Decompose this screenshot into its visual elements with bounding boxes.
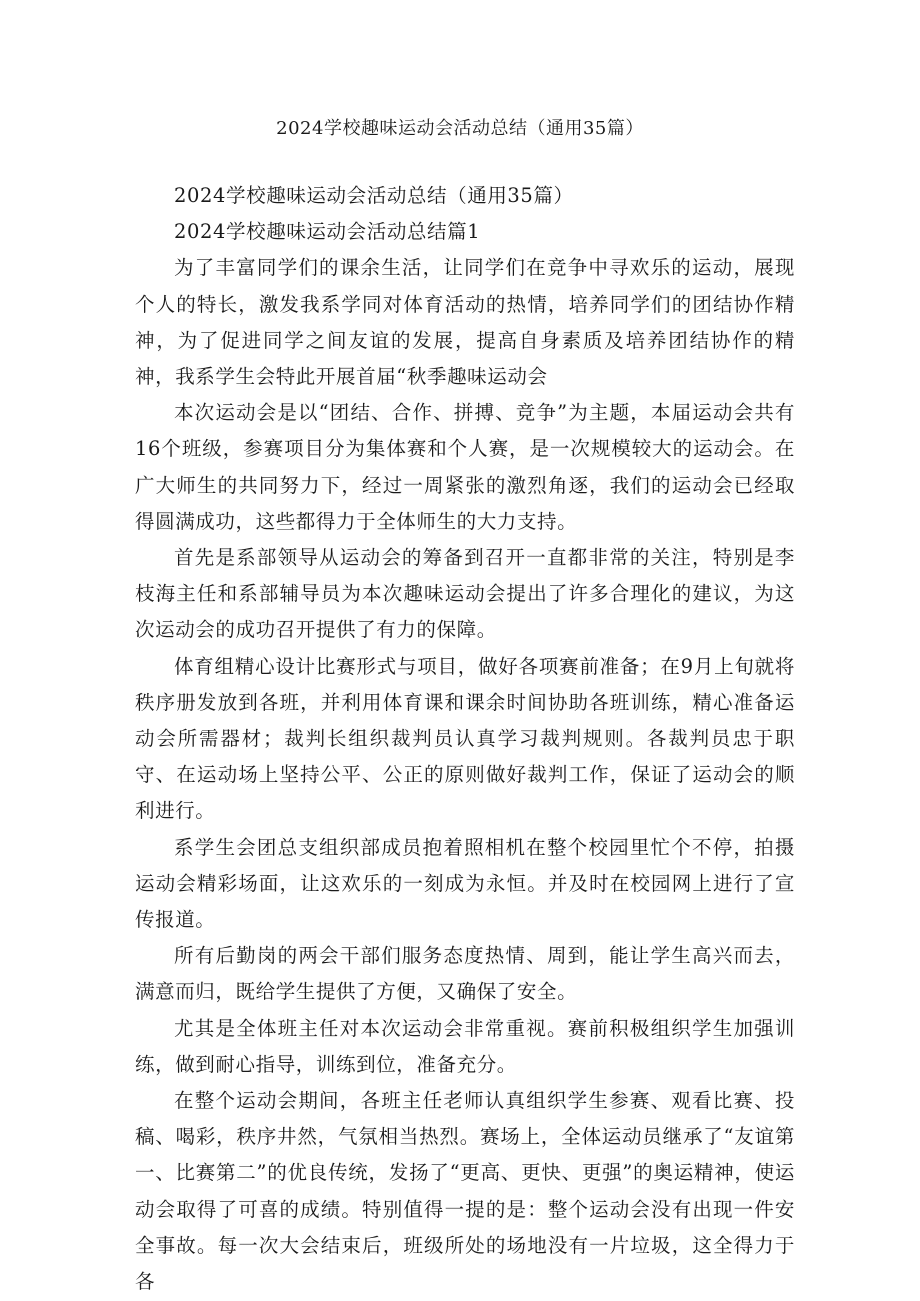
paragraph: 系学生会团总支组织部成员抱着照相机在整个校园里忙个不停，拍摄运动会精彩场面，让这欢乐的一刻成为永恒。并及时在校园网上进行了宣传报道。: [135, 835, 795, 932]
document-body: [135, 178, 795, 1300]
document-title: 2024学校趣味运动会活动总结（通用35篇）: [276, 118, 644, 139]
paragraph: 所有后勤岗的两会干部们服务态度热情、周到，能让学生高兴而去，满意而归，既给学生提供了方便，又确保了安全。: [135, 944, 795, 1004]
section-heading: 2024学校趣味运动会活动总结篇1: [174, 220, 481, 244]
paragraph: 在整个运动会期间，各班主任老师认真组织学生参赛、观看比赛、投稿、喝彩，秩序井然，气氛相当热烈。赛场上，全体运动员继承了“友谊第一、比赛第二”的优良传统，发扬了“更高、更快、更强”的奥运精神，使运动会取得了可喜的成绩。特别值得一提的是：整个运动会没有出现一件安全事故。每一次大会结束后，班级所处的场地没有一片垃圾，这全得力于各: [135, 1089, 795, 1294]
paragraph: 尤其是全体班主任对本次运动会非常重视。赛前积极组织学生加强训练，做到耐心指导，训练到位，准备充分。: [135, 1016, 795, 1076]
document-subtitle: 2024学校趣味运动会活动总结（通用35篇）: [174, 184, 574, 207]
paragraph: 首先是系部领导从运动会的筹备到召开一直都非常的关注，特别是李枝海主任和系部辅导员为本次趣味运动会提出了许多合理化的建议，为这次运动会的成功召开提供了有力的保障。: [135, 546, 795, 642]
paragraph: 体育组精心设计比赛形式与项目，做好各项赛前准备；在9月上旬就将秩序册发放到各班，并利用体育课和课余时间协助各班训练，精心准备运动会所需器材；裁判长组织裁判员认真学习裁判规则。各裁判员忠于职守、在运动场上坚持公平、公正的原则做好裁判工作，保证了运动会的顺利进行。: [135, 654, 795, 823]
paragraph: 本次运动会是以“团结、合作、拼搏、竞争”为主题，本届运动会共有16个班级，参赛项目分为集体赛和个人赛，是一次规模较大的运动会。在广大师生的共同努力下，经过一周紧张的激烈角逐，我们的运动会已经取得圆满成功，这些都得力于全体师生的大力支持。: [135, 401, 795, 533]
paragraph: 为了丰富同学们的课余生活，让同学们在竞争中寻欢乐的运动，展现个人的特长，激发我系学同对体育活动的热情，培养同学们的团结协作精神，为了促进同学之间友谊的发展，提高自身素质及培养团结协作的精神，我系学生会特此开展首届“秋季趣味运动会: [135, 256, 795, 389]
